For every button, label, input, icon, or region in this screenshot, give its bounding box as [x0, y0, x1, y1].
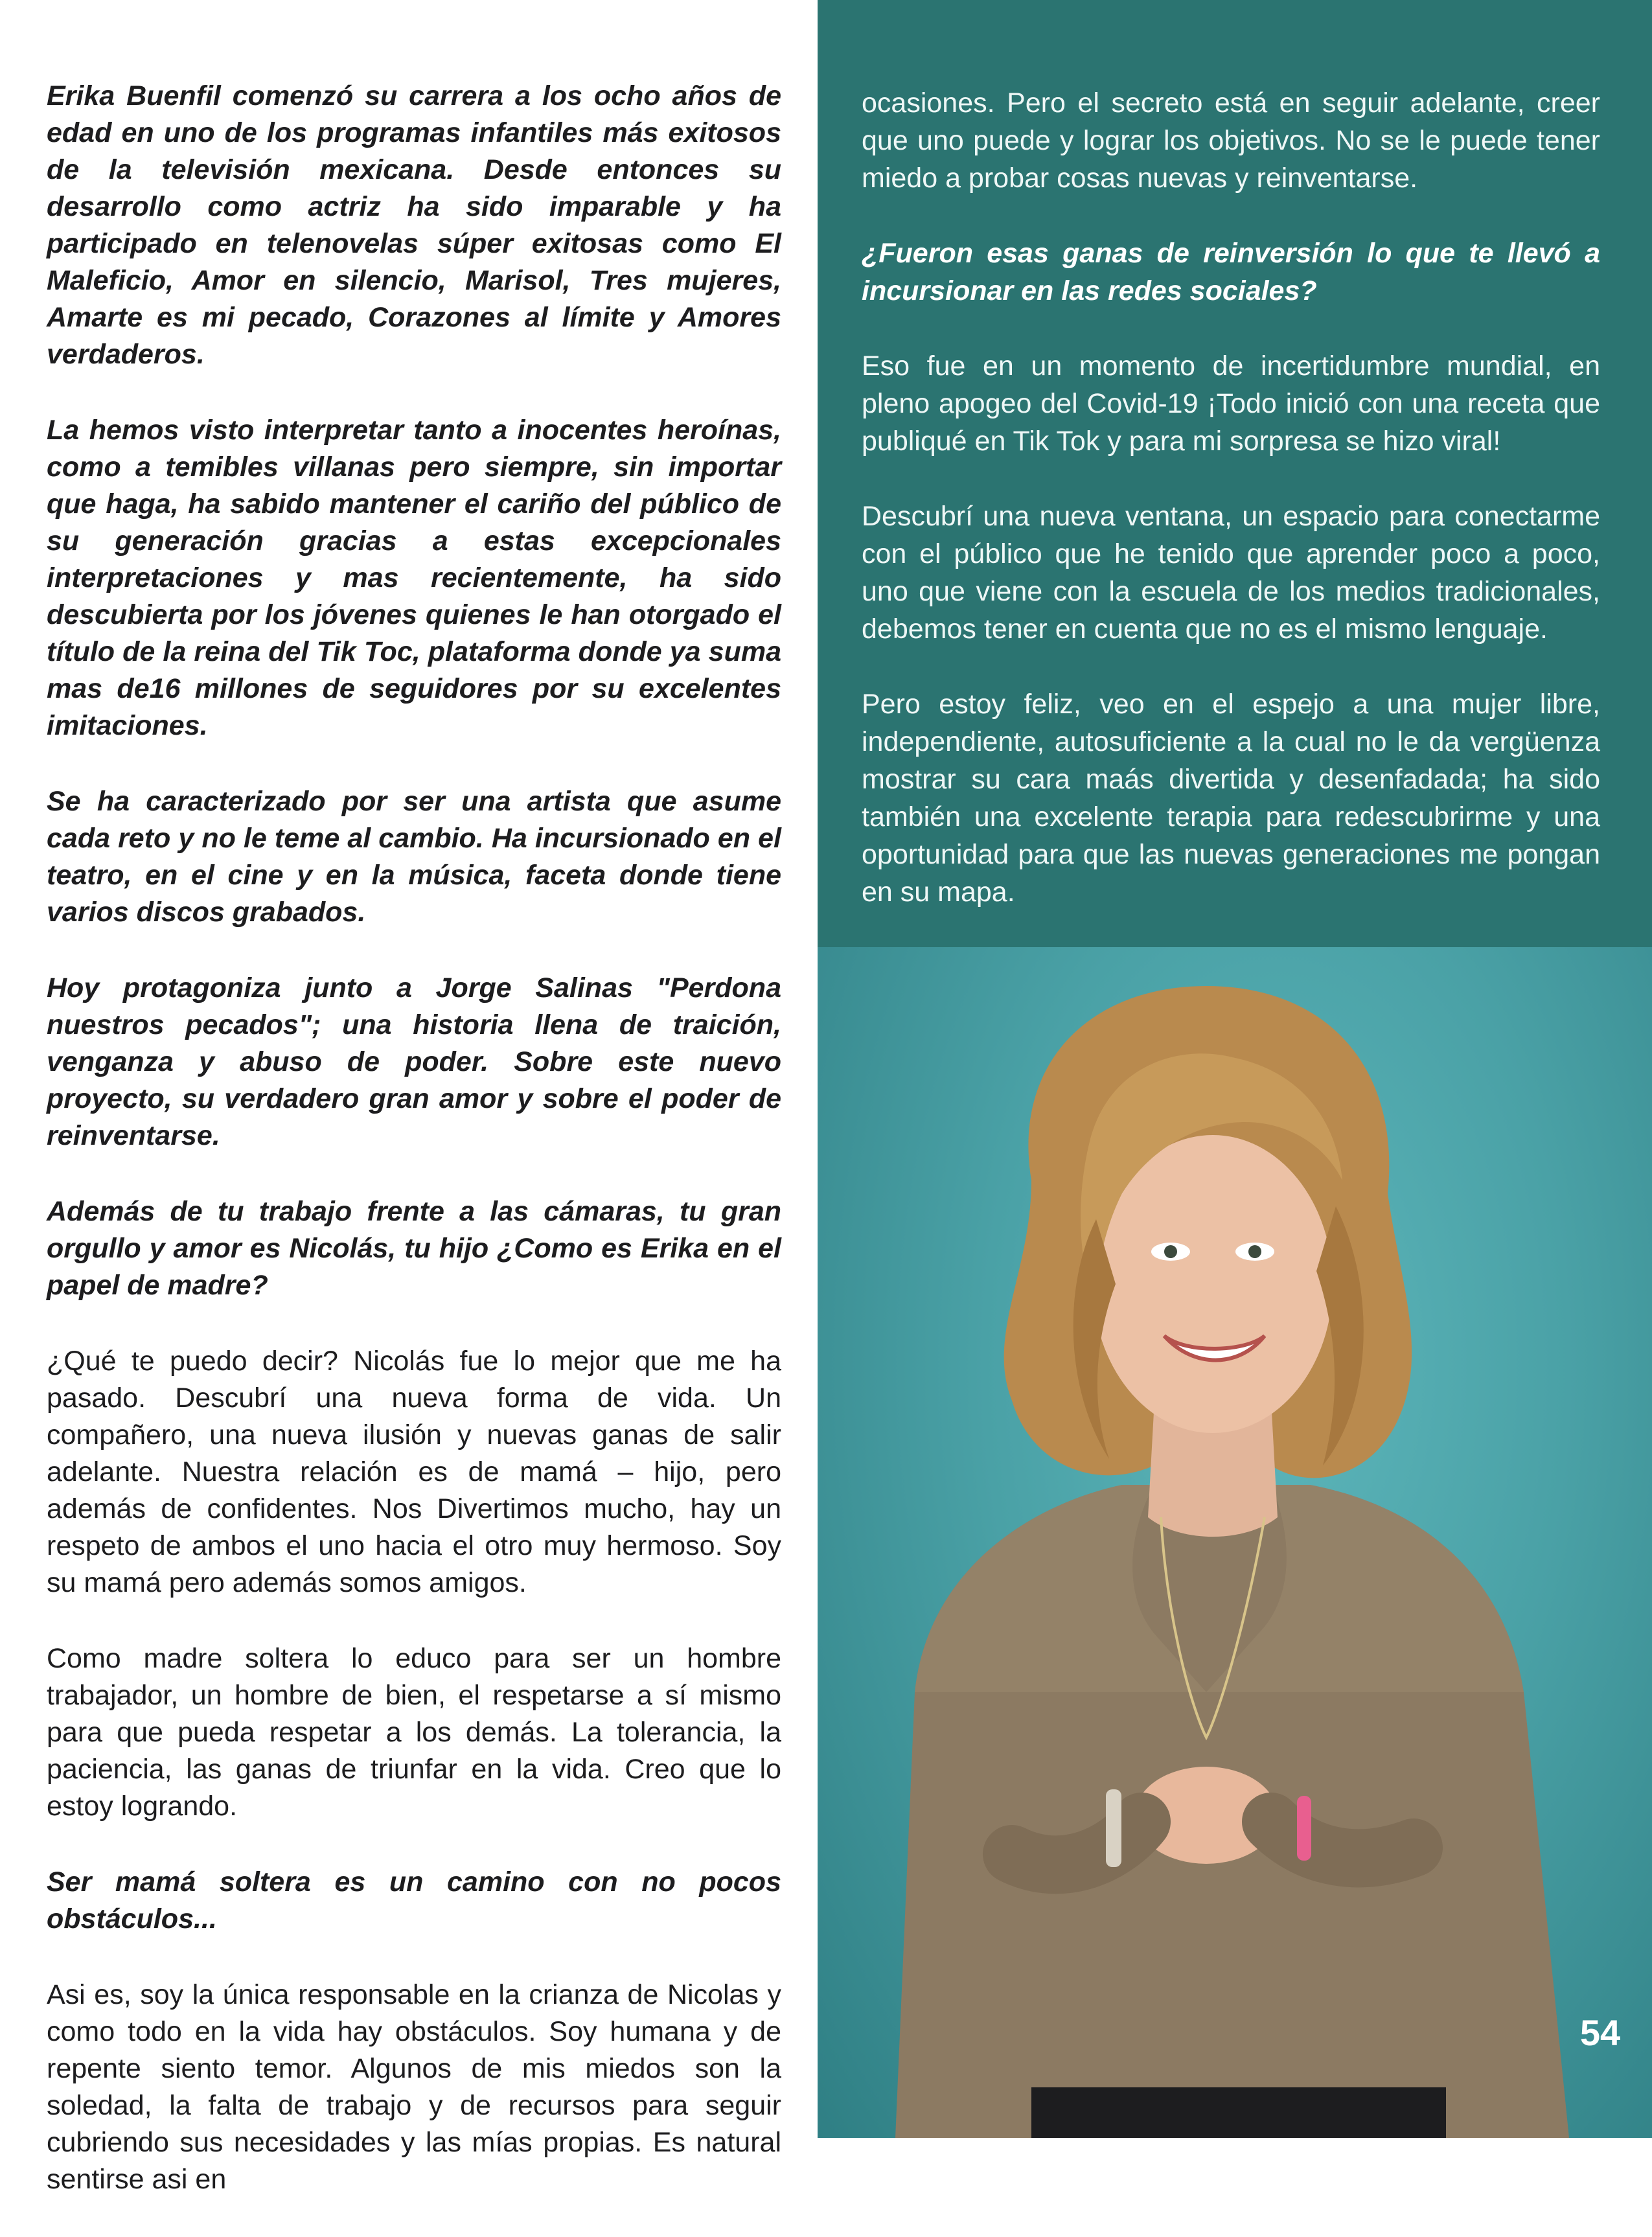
answer-paragraph: Pero estoy feliz, veo en el espejo a una mujer libre, independiente, autosuficiente a la cual no le da vergüenza mostrar su cara maás divertida y desenfadada; ha sido también una excelente terapia para redescubrirme y una oportunidad para que las nuevas generaciones me pongan en su mapa. — [862, 689, 1600, 908]
question-paragraph: Ser mamá soltera es un camino con no pocos obstáculos... — [47, 1866, 781, 1934]
teal-text-box — [818, 0, 1652, 947]
answer-paragraph: ocasiones. Pero el secreto está en seguir adelante, creer que uno puede y lograr los objetivos. No se le puede tener miedo a probar cosas nuevas y reinventarse. — [862, 87, 1600, 194]
answer-paragraph: ¿Qué te puedo decir? Nicolás fue lo mejor que me ha pasado. Descubrí una nueva forma de vida. Un compañero, una nueva ilusión y nuevas ganas de salir adelante. Nuestra relación es de mamá – hijo, pero además de confidentes. Nos Divertimos mucho, hay un respeto de ambos el uno hacia el otro muy hermoso. Soy su mamá pero además somos amigos. — [47, 1346, 781, 1598]
answer-paragraph: Asi es, soy la única responsable en la crianza de Nicolas y como todo en la vida hay obstáculos. Soy humana y de repente siento temor. Algunos de mis miedos son la soledad, la falta de trabajo y de recursos para seguir cubriendo sus necesidades y las mías propias. Es natural sentirse asi en — [47, 1979, 781, 2195]
right-text-column — [862, 84, 1600, 948]
answer-paragraph: Eso fue en un momento de incertidumbre mundial, en pleno apogeo del Covid-19 ¡Todo inició con una receta que publiqué en Tik Tok y para mi sorpresa se hizo viral! — [862, 350, 1600, 457]
question-paragraph: ¿Fueron esas ganas de reinversión lo que te llevó a incursionar en las redes sociales? — [862, 238, 1600, 306]
intro-paragraph-3: Se ha caracterizado por ser una artista que asume cada reto y no le teme al cambio. Ha incursionado en el teatro, en el cine y en la música, faceta donde tiene varios discos grabados. — [47, 786, 781, 928]
intro-paragraph-1: Erika Buenfil comenzó su carrera a los ocho años de edad en uno de los programas infantiles más exitosos de la televisión mexicana. Desde entonces su desarrollo como actriz ha sido imparable y ha participado en telenovelas súper exitosas como El Maleficio, Amor en silencio, Marisol, Tres mujeres, Amarte es mi pecado, Corazones al límite y Amores verdaderos. — [47, 80, 781, 370]
page-number: 54 — [1579, 2012, 1621, 2053]
portrait-illustration — [818, 947, 1652, 2138]
question-paragraph: Además de tu trabajo frente a las cámaras, tu gran orgullo y amor es Nicolás, tu hijo ¿Como es Erika en el papel de madre? — [47, 1196, 781, 1301]
intro-paragraph-4: Hoy protagoniza junto a Jorge Salinas "Perdona nuestros pecados"; una historia llena de traición, venganza y abuso de poder. Sobre este nuevo proyecto, su verdadero gran amor y sobre el poder de reinventarse. — [47, 972, 781, 1151]
answer-paragraph: Como madre soltera lo educo para ser un hombre trabajador, un hombre de bien, el respetarse a sí mismo para que pueda respetar a los demás. La tolerancia, la paciencia, las ganas de triunfar en la vida. Creo que lo estoy logrando. — [47, 1643, 781, 1822]
right-column — [818, 0, 1652, 2138]
intro-paragraph-2: La hemos visto interpretar tanto a inocentes heroínas, como a temibles villanas pero siempre, sin importar que haga, ha sabido mantener el cariño del público de su generación gracias a estas excepcionales interpretaciones y mas recientemente, ha sido descubierta por los jóvenes quienes le han otorgado el título de la reina del Tik Toc, plataforma donde ya suma mas de16 millones de seguidores por su excelentes imitaciones. — [47, 415, 781, 741]
left-text-column — [47, 78, 781, 2237]
answer-paragraph: Descubrí una nueva ventana, un espacio para conectarme con el público que he tenido que aprender poco a poco, uno que viene con la escuela de los medios tradicionales, debemos tener en cuenta que no es el mismo lenguaje. — [862, 501, 1600, 645]
portrait-photo — [818, 947, 1652, 2138]
